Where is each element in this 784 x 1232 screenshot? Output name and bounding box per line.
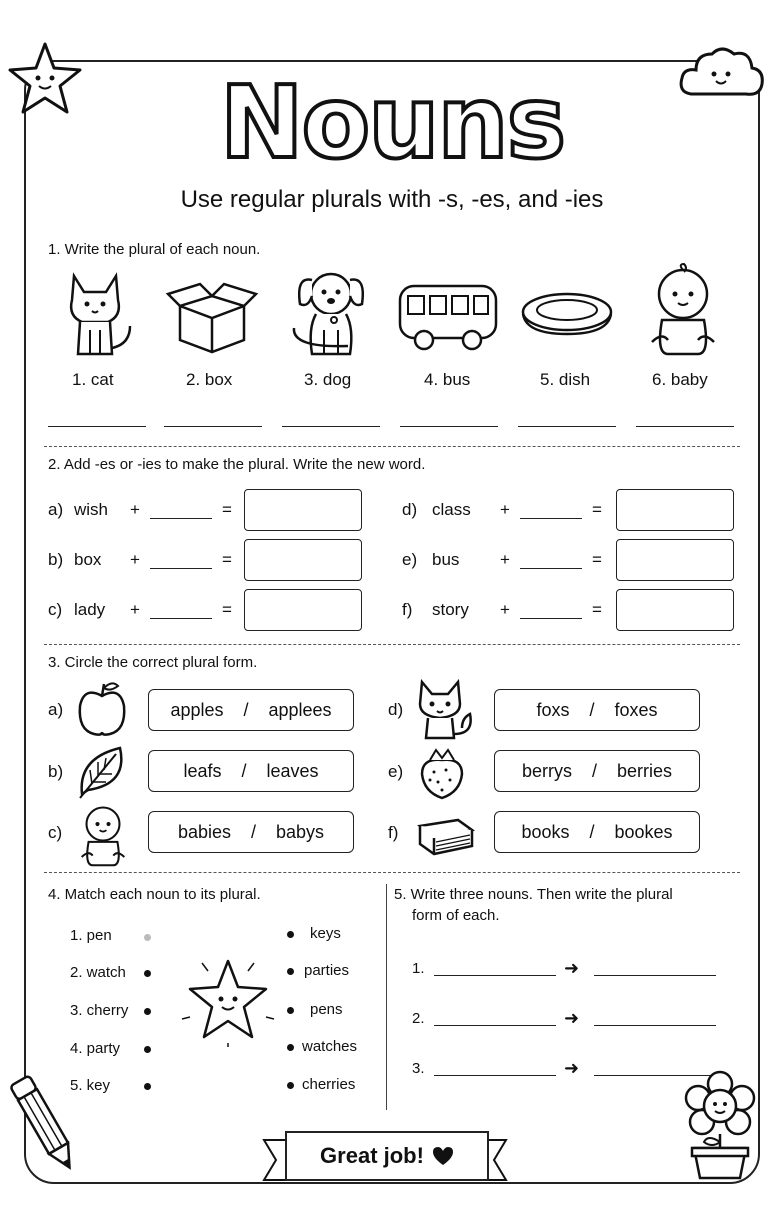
suffix-line[interactable] xyxy=(520,568,582,569)
suffix-line[interactable] xyxy=(520,518,582,519)
answer-line[interactable] xyxy=(400,426,498,427)
noun-label-baby: 6. baby xyxy=(652,370,708,389)
match-dot[interactable] xyxy=(144,1008,151,1015)
match-dot[interactable] xyxy=(287,1082,294,1089)
noun-write-line[interactable] xyxy=(434,1075,556,1076)
plural-write-line[interactable] xyxy=(594,975,716,976)
slash: / xyxy=(243,699,249,720)
equals-sign: = xyxy=(222,500,232,519)
arrow-icon: ➜ xyxy=(564,1008,580,1028)
option-1[interactable]: apples xyxy=(170,699,224,720)
item-letter: b) xyxy=(48,762,64,781)
noun-label-dog: 3. dog xyxy=(304,370,352,389)
noun-label-cat: 1. cat xyxy=(72,370,114,389)
item-word: wish xyxy=(74,500,109,519)
match-noun: 1. pen xyxy=(70,927,112,944)
match-dot[interactable] xyxy=(287,968,294,975)
slash: / xyxy=(241,760,247,781)
item-word: story xyxy=(432,600,469,619)
answer-line[interactable] xyxy=(282,426,380,427)
section-divider xyxy=(44,644,740,645)
option-2[interactable]: bookes xyxy=(614,821,673,842)
item-letter: a) xyxy=(48,700,64,719)
equals-sign: = xyxy=(592,550,602,569)
dog-icon xyxy=(290,268,372,358)
plural-write-line[interactable] xyxy=(594,1025,716,1026)
option-2[interactable]: foxes xyxy=(614,699,658,720)
column-divider xyxy=(386,884,387,1110)
match-plural: pens xyxy=(310,1001,343,1018)
plus-sign: + xyxy=(500,500,510,519)
heart-icon xyxy=(432,1146,454,1166)
option-2[interactable]: berries xyxy=(617,760,673,781)
suffix-line[interactable] xyxy=(150,518,212,519)
noun-write-line[interactable] xyxy=(434,975,556,976)
answer-box[interactable] xyxy=(616,539,734,581)
section1-title: 1. Write the plural of each noun. xyxy=(48,241,261,258)
match-noun: 2. watch xyxy=(70,964,126,981)
match-dot[interactable] xyxy=(287,1044,294,1051)
item-letter: a) xyxy=(48,500,64,519)
noun-label-bus: 4. bus xyxy=(424,370,471,389)
fox-icon xyxy=(414,678,474,740)
choice-box-d[interactable] xyxy=(494,689,700,731)
plus-sign: + xyxy=(500,600,510,619)
match-dot[interactable] xyxy=(144,1083,151,1090)
match-plural: watches xyxy=(302,1038,358,1055)
noun-write-line[interactable] xyxy=(434,1025,556,1026)
match-dot[interactable] xyxy=(144,1046,151,1053)
banner-text: Great job! xyxy=(320,1143,424,1168)
page-title: Nouns xyxy=(219,64,565,181)
match-noun: 3. cherry xyxy=(70,1002,129,1019)
section5-title: 5. Write three nouns. Then write the plural xyxy=(394,886,673,903)
noun-label-box: 2. box xyxy=(186,370,233,389)
answer-box[interactable] xyxy=(616,489,734,531)
match-plural: cherries xyxy=(302,1076,356,1093)
match-noun: 5. key xyxy=(70,1077,111,1094)
item-letter: c) xyxy=(48,600,63,619)
baby-icon xyxy=(78,802,128,868)
option-1[interactable]: books xyxy=(521,821,570,842)
item-letter: f) xyxy=(388,823,399,842)
item-letter: f) xyxy=(402,600,413,619)
option-1[interactable]: leafs xyxy=(183,760,222,781)
slash: / xyxy=(591,760,597,781)
star-icon xyxy=(180,955,276,1047)
match-plural: parties xyxy=(304,962,350,979)
option-1[interactable]: foxs xyxy=(536,699,570,720)
great-job-banner xyxy=(285,1131,489,1181)
baby-icon xyxy=(648,262,718,358)
item-letter: c) xyxy=(48,823,63,842)
slash: / xyxy=(250,821,256,842)
arrow-icon: ➜ xyxy=(564,958,580,978)
answer-box[interactable] xyxy=(244,539,362,581)
cat-icon xyxy=(64,270,136,358)
item-word: box xyxy=(74,550,102,569)
page-subtitle: Use regular plurals with -s, -es, and -ies xyxy=(180,186,604,213)
pencil-icon xyxy=(10,1070,80,1180)
option-2[interactable]: applees xyxy=(268,699,332,720)
answer-box[interactable] xyxy=(244,589,362,631)
apple-icon xyxy=(76,680,128,738)
flower-icon xyxy=(680,1070,760,1182)
leaf-icon xyxy=(76,744,126,800)
option-1[interactable]: berrys xyxy=(521,760,572,781)
answer-line[interactable] xyxy=(48,426,146,427)
section2-title: 2. Add -es or -ies to make the plural. Write the new word. xyxy=(48,456,426,473)
item-letter: e) xyxy=(402,550,418,569)
match-dot[interactable] xyxy=(287,1007,294,1014)
section4-title: 4. Match each noun to its plural. xyxy=(48,886,261,903)
choice-box-b[interactable] xyxy=(148,750,354,792)
match-plural: keys xyxy=(310,925,341,942)
equals-sign: = xyxy=(222,550,232,569)
slash: / xyxy=(589,699,595,720)
answer-box[interactable] xyxy=(244,489,362,531)
option-2[interactable]: leaves xyxy=(266,760,319,781)
plus-sign: + xyxy=(130,550,140,569)
suffix-line[interactable] xyxy=(150,568,212,569)
match-dot[interactable] xyxy=(144,934,151,941)
section5-title-line2: form of each. xyxy=(412,907,500,924)
answer-line[interactable] xyxy=(164,426,262,427)
choice-box-f[interactable] xyxy=(494,811,700,853)
slash: / xyxy=(589,821,595,842)
noun-label-dish: 5. dish xyxy=(540,370,591,389)
section-divider xyxy=(44,872,740,873)
item-letter: d) xyxy=(402,500,418,519)
section3-title: 3. Circle the correct plural form. xyxy=(48,654,258,671)
arrow-icon: ➜ xyxy=(564,1058,580,1078)
item-letter: e) xyxy=(388,762,404,781)
answer-line[interactable] xyxy=(518,426,616,427)
match-dot[interactable] xyxy=(287,931,294,938)
item-word: bus xyxy=(432,550,460,569)
match-noun: 4. party xyxy=(70,1040,121,1057)
row-number: 2. xyxy=(412,1010,425,1027)
equals-sign: = xyxy=(222,600,232,619)
equals-sign: = xyxy=(592,500,602,519)
plus-sign: + xyxy=(130,500,140,519)
answer-line[interactable] xyxy=(636,426,734,427)
plus-sign: + xyxy=(500,550,510,569)
choice-box-e[interactable] xyxy=(494,750,700,792)
item-letter: d) xyxy=(388,700,404,719)
match-dot[interactable] xyxy=(144,970,151,977)
plus-sign: + xyxy=(130,600,140,619)
equals-sign: = xyxy=(592,600,602,619)
item-letter: b) xyxy=(48,550,64,569)
answer-box[interactable] xyxy=(616,589,734,631)
choice-box-c[interactable] xyxy=(148,811,354,853)
choice-box-a[interactable] xyxy=(148,689,354,731)
book-icon xyxy=(414,816,476,856)
box-icon xyxy=(166,282,258,354)
bus-icon xyxy=(396,282,500,354)
option-1[interactable]: babies xyxy=(177,821,231,842)
row-number: 1. xyxy=(412,960,425,977)
item-word: lady xyxy=(74,600,106,619)
suffix-line[interactable] xyxy=(520,618,582,619)
suffix-line[interactable] xyxy=(150,618,212,619)
strawberry-icon xyxy=(418,746,466,800)
item-word: class xyxy=(432,500,471,519)
dish-icon xyxy=(520,290,614,340)
row-number: 3. xyxy=(412,1060,425,1077)
section-divider xyxy=(44,446,740,447)
option-2[interactable]: babys xyxy=(276,821,325,842)
